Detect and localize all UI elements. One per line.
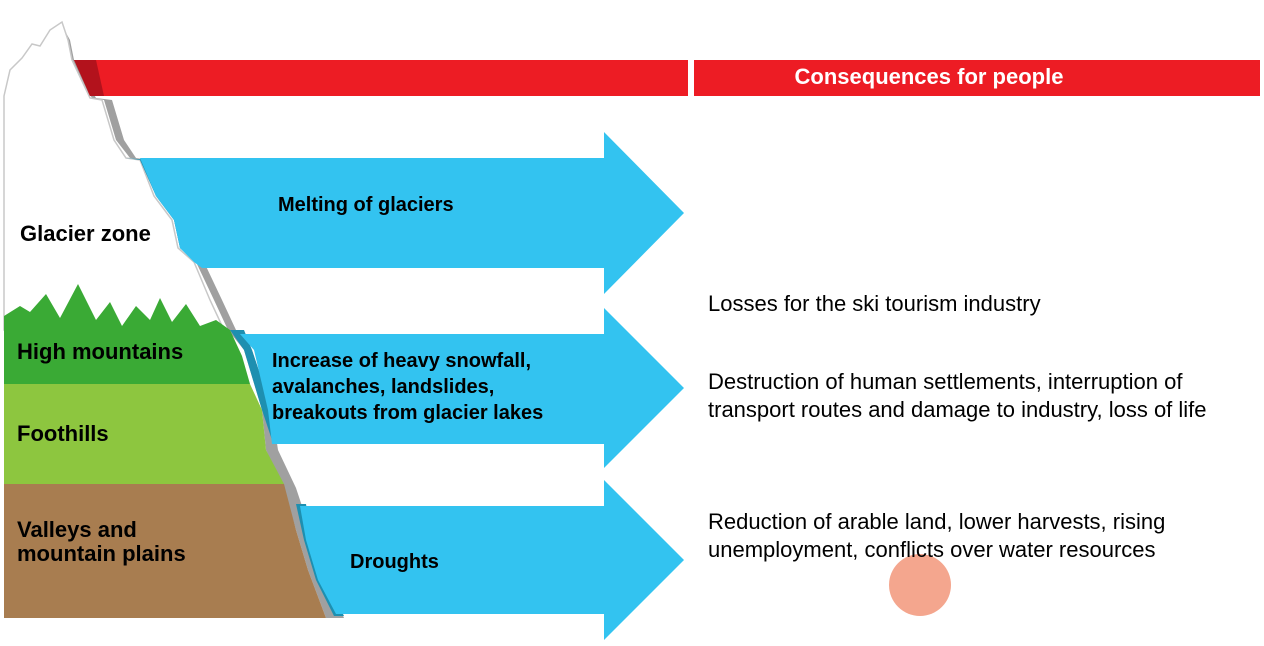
- consequence-ski-tourism: Losses for the ski tourism industry: [708, 291, 1041, 316]
- zone-label-valleys: Valleys and mountain plains: [17, 517, 186, 566]
- zone-label-high-mountains: High mountains: [17, 339, 184, 364]
- arrow-label-melting: Melting of glaciers: [278, 194, 454, 216]
- arrow-label-snowfall: Increase of heavy snowfall, avalanches, landslides, breakouts from glacier lakes: [272, 350, 544, 424]
- consequence-reduction: Reduction of arable land, lower harvests, rising unemployment, conflicts over water resources: [708, 509, 1166, 562]
- arrow-label-droughts: Droughts: [350, 551, 439, 573]
- consequences-header: Consequences for people: [794, 64, 1064, 89]
- consequence-destruction: Destruction of human settlements, interruption of transport routes and damage to industry, loss of life: [708, 369, 1207, 422]
- zone-label-glacier: Glacier zone: [20, 221, 151, 246]
- header-bar-left: [74, 60, 688, 96]
- zone-label-foothills: Foothills: [17, 421, 109, 446]
